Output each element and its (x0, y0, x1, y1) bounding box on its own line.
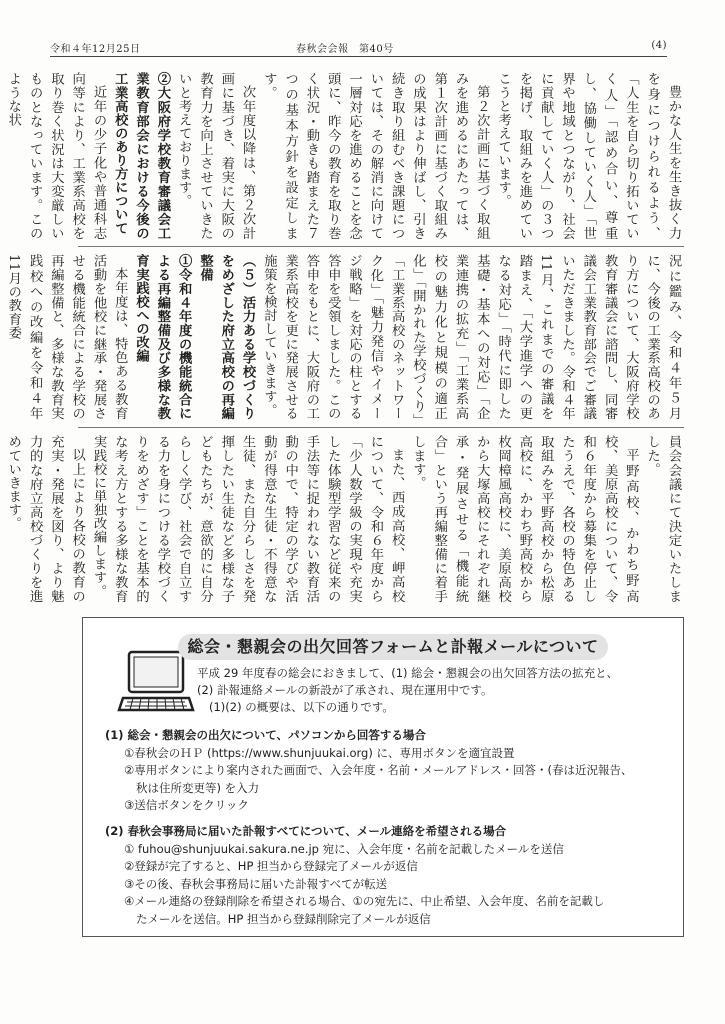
paragraph: 豊かな人生を生き抜く力を身につけられるよう、「人生を自ら切り拓いていく人」「認め合い、尊重し、協働していく人」「世界や地域とつながり、社会に貢献していく人」の３つを掲げ、取組みを進めていこうと考えています。 (495, 72, 681, 240)
paragraph: 第２次計画に基づく取組みを進めるにあたっては、第１次計画に基づく取組みの成果はより伸ばし、引き続き取り組むべき課題については、その解消に向けて一層対応を進めることを念頭に、昨今の教育を取り巻く状況・動きも踏まえた７つの基本方針を設定します。 (261, 72, 490, 240)
header-rule (50, 56, 667, 57)
list-item: 秋は住所変更等) を入力 (136, 780, 260, 795)
paragraph: 以上により各校の教育の充実・発展を図り、より魅力的な府立高校づくりを進めていきます。 (5, 435, 85, 603)
section-title: (2) 春秋会事務局に届いた訃報すべてについて、メール連絡を希望される場合 (105, 824, 507, 838)
list-item: ① fuhou@shunjuukai.sakura.ne.jp 宛に、入会年度・名前を記載したメールを送信 (124, 841, 564, 856)
section-pc-attendance (105, 727, 665, 815)
section-title: (1) 総会・懇親会の出欠について、パソコンから回答する場合 (105, 728, 426, 742)
issue-date: 令和４年12月25日 (50, 44, 141, 55)
paragraph: 員会会議にて決定いたしました。 (644, 435, 681, 603)
section-heading: （５）活力ある学校づくりをめざした府立高校の再編整備 (197, 254, 256, 420)
text-band-1 (5, 72, 684, 240)
notice-title: 総会・懇親会の出欠回答フォームと訃報メールについて (178, 634, 608, 660)
list-item: たメールを送信。HP 担当から登録削除完了メールが返信 (136, 911, 431, 926)
paragraph: 近年の少子化や普通科志向等により、工業系高校を取り巻く状況は大変厳しいものとなっています。このような状 (5, 72, 106, 240)
section-heading: ②大阪府学校教育審議会工業教育部会における今後の工業高校のあり方について (112, 72, 170, 240)
text-band-2 (5, 254, 684, 420)
band-divider (78, 427, 684, 428)
vertical-text-2 (5, 254, 684, 420)
paragraph: また、西成高校、岬高校について、令和６年度から「少人数学級の実現や充実した体験型学習など従来の手法等に捉われない教育活動の中で、特定の学びや活動が得意な生徒・不得意な生徒、また自分らしさを発揮したい生徒など多様な子どもたちが、意欲的に自分らしく学び、社会で自立する力を身につける学校づくりをめざす」ことを基本的な考え方とする多様な教育実践校に単独改編します。 (90, 435, 405, 603)
newsletter-title: 春秋会会報 第40号 (296, 44, 394, 55)
intro-line: (1)(2) の概要は、以下の通りです。 (209, 700, 394, 714)
section-obituary-mail (105, 823, 665, 928)
intro-line: (2) 訃報連絡メールの新設が了承され、現在運用中です。 (197, 683, 493, 697)
vertical-text-1 (5, 72, 684, 240)
band-divider (78, 246, 684, 247)
paragraph: 次年度以降は、第２次計画に基づき、着実に大阪の教育力を向上させていきたいと考えております。 (176, 72, 256, 240)
list-item: ③送信ボタンをクリック (124, 798, 249, 812)
paragraph: 平野高校、かわち野高校、美原高校について、令和６年度から募集を停止したうえで、各校の特色ある取組みを平野高校から松原高校に、かわち野高校から枚岡樟風高校に、美原高校から大塚高校にそれぞれ継承・発展させる「機能統合」という再編整備に着手します。 (410, 435, 639, 603)
text-band-3 (5, 435, 684, 603)
vertical-text-3 (5, 435, 684, 603)
list-item: ①春秋会のＨＰ (https://www.shunjuukai.org) に、専用ボタンを適宜設置 (124, 745, 515, 760)
list-item: ②専用ボタンにより案内された画面で、入会年度・名前・メールアドレス・回答・(春は近況報告、 (124, 763, 633, 777)
sub-heading: ①令和４年度の機能統合による再編整備及び多様な教育実践校への改編 (133, 254, 192, 420)
paragraph: 本年度は、特色ある教育活動を他校に継承・発展させる機能統合による学校の再編整備と、多様な教育実践校への改編を令和４年11月の教育委 (5, 254, 128, 420)
page-number: (4) (651, 40, 667, 51)
list-item: ④メール連絡の登録削除を希望される場合、①の宛先に、中止希望、入会年度、名前を記載し (124, 894, 605, 908)
notice-box (82, 617, 684, 937)
list-item: ②登録が完了すると、HP 担当から登録完了メールが返信 (124, 859, 418, 873)
paragraph: 況に鑑み、令和４年５月に、今後の工業系高校のあり方について、大阪府学校教育審議会に諮問し、同審議会工業教育部会でご審議いただきました。令和４年11月、これまでの審議を踏まえ、「大学進学への更なる対応」「時代に即した基礎・基本への対応」「企業連携の拡充」「工業系高校の魅力化と規模の適正化」「開かれた学校づくり」「工業系高校のネットワーク化」「魅力発信やイメージ戦略」を対応の柱とする答申を受領しました。この答申をもとに、大阪府の工業系高校を更に発展させる施策を検討していきます。 (261, 254, 681, 420)
laptop-icon (117, 648, 195, 718)
notice-intro (197, 665, 667, 716)
intro-line: 平成 29 年度春の総会におきまして、(1) 総会・懇親会の出欠回答方法の拡充と、 (197, 666, 619, 680)
list-item: ③その後、春秋会事務局に届いた訃報すべてが転送 (124, 876, 388, 891)
